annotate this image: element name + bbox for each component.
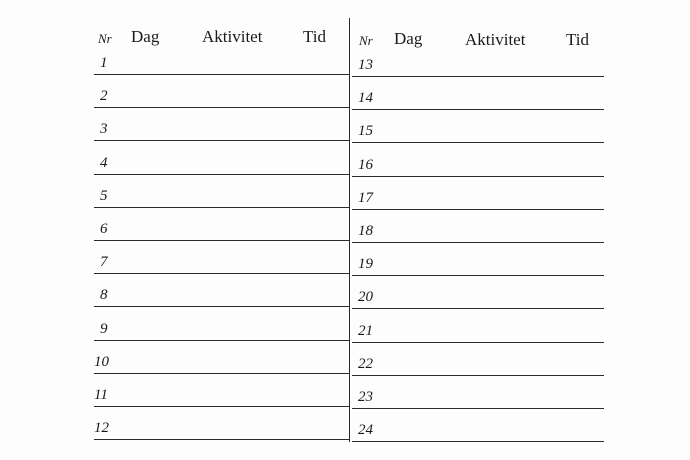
left-row-line[interactable] <box>94 107 349 108</box>
left-row-number: 6 <box>100 221 108 237</box>
left-header-tid: Tid <box>303 27 327 46</box>
right-row-number: 21 <box>358 322 373 339</box>
right-row-number: 23 <box>358 389 373 405</box>
left-row-number: 4 <box>100 154 108 171</box>
right-row-line[interactable] <box>352 76 604 77</box>
left-row-number: 10 <box>94 353 109 370</box>
left-header-dag: Dag <box>131 27 160 46</box>
right-row-line[interactable] <box>352 408 604 409</box>
right-row-number: 19 <box>358 256 373 273</box>
right-row-line[interactable] <box>352 441 604 442</box>
right-row-number: 18 <box>358 223 373 239</box>
left-row-line[interactable] <box>94 240 349 241</box>
right-row-line[interactable] <box>352 209 604 210</box>
right-header-dag: Dag <box>394 29 423 48</box>
right-row-number: 17 <box>358 189 373 206</box>
right-row-number: 20 <box>358 289 373 306</box>
left-row-line[interactable] <box>94 373 349 374</box>
left-row-line[interactable] <box>94 74 349 75</box>
right-row-number: 22 <box>358 355 373 372</box>
left-row-number: 8 <box>100 287 108 304</box>
left-row-number: 11 <box>94 387 108 403</box>
right-row-line[interactable] <box>352 176 604 177</box>
right-row-number: 24 <box>358 422 373 439</box>
right-header-tid: Tid <box>566 30 590 49</box>
left-row-number: 2 <box>100 88 108 105</box>
left-row-number: 7 <box>100 254 108 271</box>
left-row-line[interactable] <box>94 406 349 407</box>
left-header-aktivitet: Aktivitet <box>202 27 263 46</box>
left-row-number: 12 <box>94 420 109 437</box>
right-row-number: 14 <box>358 90 373 107</box>
left-row-line[interactable] <box>94 174 349 175</box>
right-row-line[interactable] <box>352 342 604 343</box>
right-row-line[interactable] <box>352 275 604 276</box>
right-row-line[interactable] <box>352 109 604 110</box>
right-row-line[interactable] <box>352 142 604 143</box>
left-row-line[interactable] <box>94 306 349 307</box>
left-row-line[interactable] <box>94 340 349 341</box>
column-divider <box>349 18 350 442</box>
left-row-number: 3 <box>100 121 108 138</box>
right-row-number: 15 <box>358 123 373 140</box>
left-header-nr: Nr <box>98 31 112 46</box>
left-row-line[interactable] <box>94 439 349 440</box>
left-row-line[interactable] <box>94 273 349 274</box>
left-row-line[interactable] <box>94 140 349 141</box>
right-row-number: 13 <box>358 57 373 73</box>
left-row-number: 9 <box>100 320 108 337</box>
left-row-number: 5 <box>100 187 108 204</box>
right-row-line[interactable] <box>352 308 604 309</box>
right-row-line[interactable] <box>352 375 604 376</box>
right-row-line[interactable] <box>352 242 604 243</box>
left-row-line[interactable] <box>94 207 349 208</box>
right-row-number: 16 <box>358 156 373 173</box>
left-row-number: 1 <box>100 55 108 71</box>
right-header-aktivitet: Aktivitet <box>465 30 526 49</box>
right-header-nr: Nr <box>359 33 373 48</box>
